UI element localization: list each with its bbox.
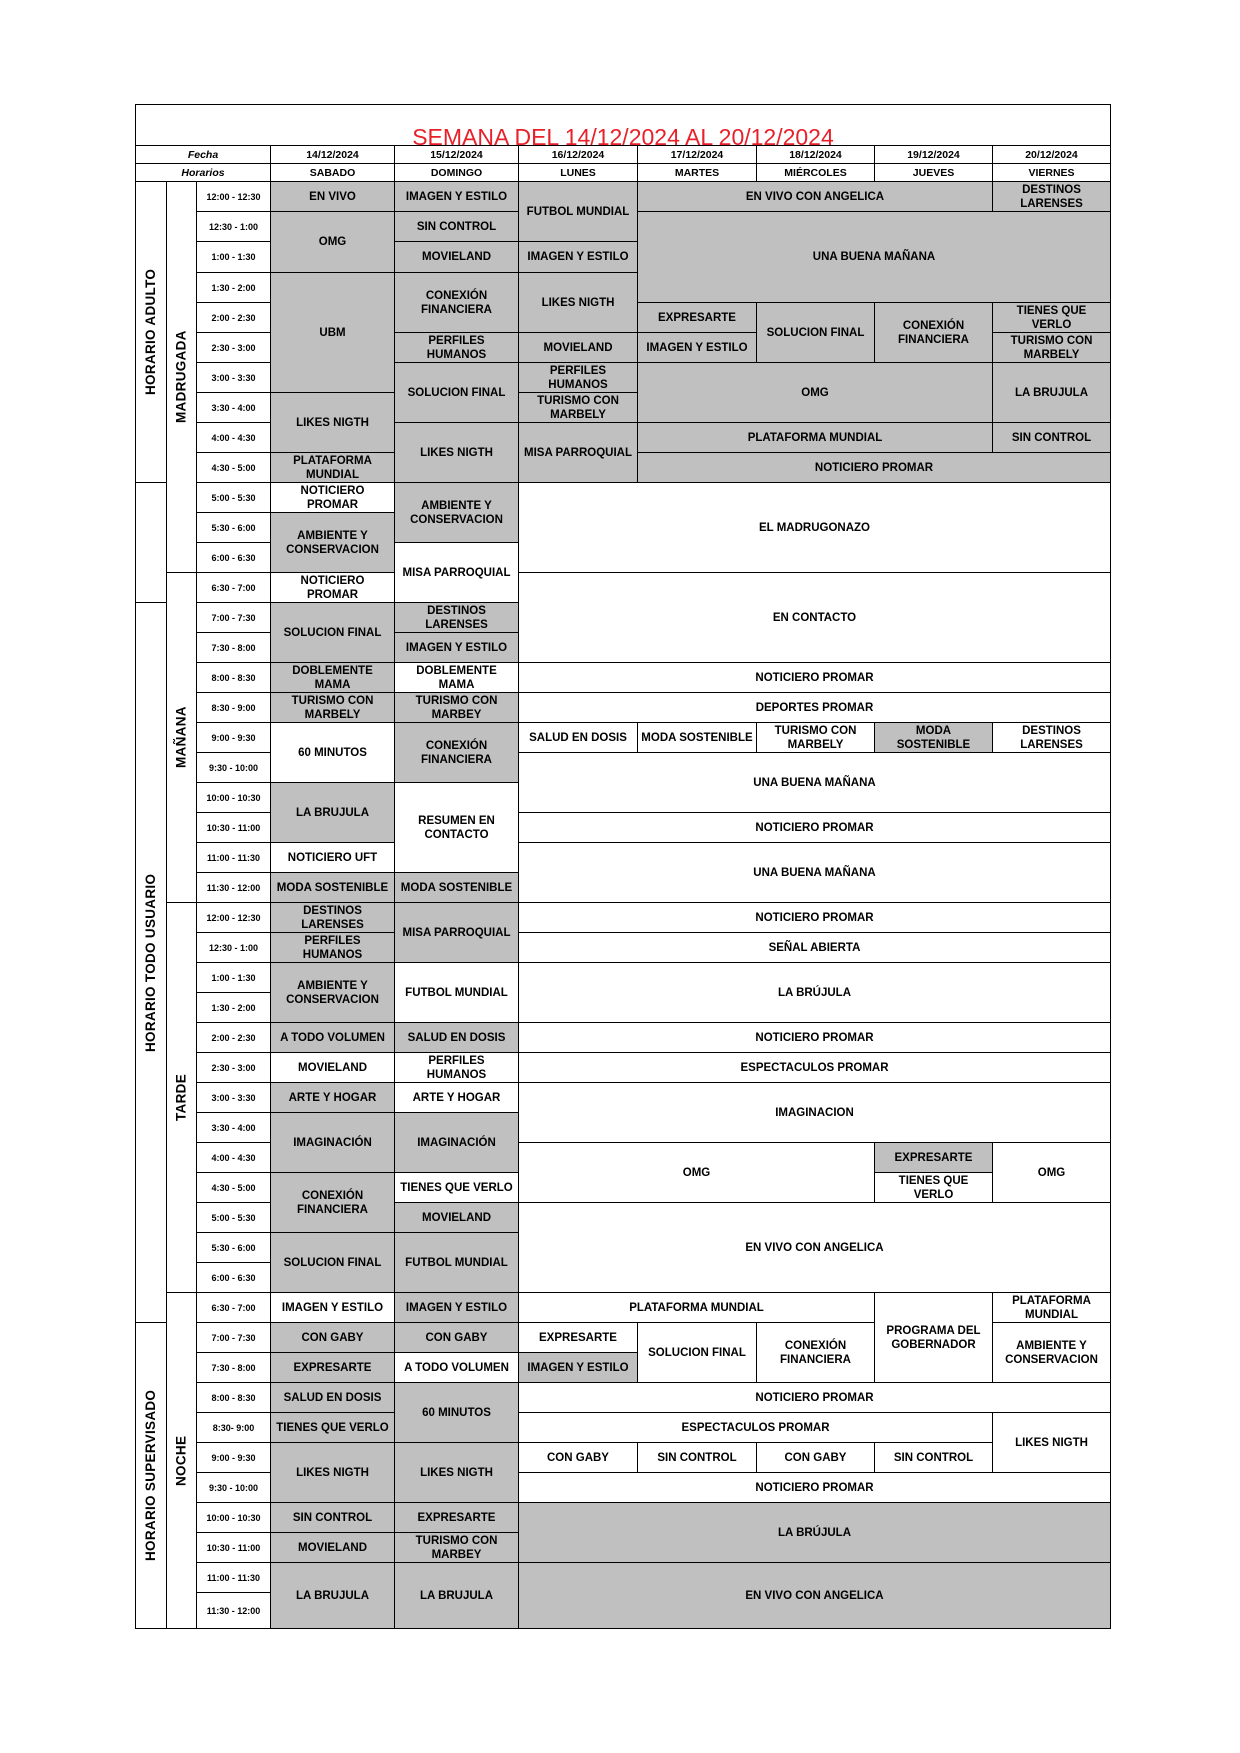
date-header: 19/12/2024 xyxy=(874,145,993,164)
time-slot: 5:30 - 6:00 xyxy=(196,1232,271,1263)
day-header: DOMINGO xyxy=(394,163,519,182)
program-cell: TURISMO CON MARBELY xyxy=(756,722,875,753)
program-cell: PLATAFORMA MUNDIAL xyxy=(518,1292,875,1323)
block-label-adulto: HORARIO ADULTO xyxy=(135,181,167,483)
program-cell: EN VIVO xyxy=(270,181,395,212)
time-slot: 11:00 - 11:30 xyxy=(196,842,271,873)
date-header: 14/12/2024 xyxy=(270,145,395,164)
program-cell: MODA SOSTENIBLE xyxy=(270,872,395,903)
date-header: 17/12/2024 xyxy=(637,145,757,164)
program-cell: LIKES NIGTH xyxy=(992,1412,1111,1473)
program-cell: CON GABY xyxy=(756,1442,875,1473)
program-cell: SIN CONTROL xyxy=(394,211,519,242)
day-header: SABADO xyxy=(270,163,395,182)
program-cell: A TODO VOLUMEN xyxy=(270,1022,395,1053)
program-cell: SOLUCION FINAL xyxy=(756,302,875,363)
time-slot: 1:00 - 1:30 xyxy=(196,241,271,273)
time-slot: 2:00 - 2:30 xyxy=(196,1022,271,1053)
block-label-supervisado: HORARIO SUPERVISADO xyxy=(135,1322,167,1629)
block-label-todo-usuario: HORARIO TODO USUARIO xyxy=(135,602,167,1323)
program-cell: ESPECTACULOS PROMAR xyxy=(518,1052,1111,1083)
program-cell: CONEXIÓN FINANCIERA xyxy=(394,272,519,333)
program-cell: AMBIENTE Y CONSERVACION xyxy=(394,482,519,543)
program-cell: TIENES QUE VERLO xyxy=(270,1412,395,1443)
program-cell: DESTINOS LARENSES xyxy=(394,602,519,633)
program-cell: ARTE Y HOGAR xyxy=(394,1082,519,1113)
program-cell: MOVIELAND xyxy=(394,241,519,273)
program-cell: PLATAFORMA MUNDIAL xyxy=(637,422,993,453)
program-cell: LA BRUJULA xyxy=(270,782,395,843)
program-cell: CONEXIÓN FINANCIERA xyxy=(756,1322,875,1383)
program-cell: TIENES QUE VERLO xyxy=(992,302,1111,333)
program-cell: FUTBOL MUNDIAL xyxy=(394,962,519,1023)
program-cell: CON GABY xyxy=(518,1442,638,1473)
program-cell: EXPRESARTE xyxy=(874,1142,993,1173)
date-header: 15/12/2024 xyxy=(394,145,519,164)
time-slot: 4:30 - 5:00 xyxy=(196,452,271,483)
program-cell: LA BRUJULA xyxy=(270,1562,395,1629)
program-cell: TURISMO CON MARBEY xyxy=(394,692,519,723)
time-slot: 6:00 - 6:30 xyxy=(196,542,271,573)
program-cell: MODA SOSTENIBLE xyxy=(874,722,993,753)
program-cell: OMG xyxy=(518,1142,875,1203)
day-header: JUEVES xyxy=(874,163,993,182)
program-cell: NOTICIERO UFT xyxy=(270,842,395,873)
program-cell: SIN CONTROL xyxy=(637,1442,757,1473)
time-slot: 9:30 - 10:00 xyxy=(196,752,271,783)
time-slot: 8:30- 9:00 xyxy=(196,1412,271,1443)
time-slot: 8:00 - 8:30 xyxy=(196,662,271,693)
program-cell: SOLUCION FINAL xyxy=(394,362,519,423)
program-cell: MODA SOSTENIBLE xyxy=(637,722,757,753)
program-cell: DESTINOS LARENSES xyxy=(270,902,395,933)
program-cell: IMAGINACION xyxy=(518,1082,1111,1143)
time-slot: 9:30 - 10:00 xyxy=(196,1472,271,1503)
program-cell: IMAGEN Y ESTILO xyxy=(518,1352,638,1383)
program-cell: CON GABY xyxy=(270,1322,395,1353)
program-cell: MISA PARROQUIAL xyxy=(394,542,519,603)
time-slot: 4:00 - 4:30 xyxy=(196,1142,271,1173)
time-slot: 5:00 - 5:30 xyxy=(196,1202,271,1233)
program-cell: IMAGEN Y ESTILO xyxy=(394,632,519,663)
program-cell: DESTINOS LARENSES xyxy=(992,181,1111,212)
program-cell: NOTICIERO PROMAR xyxy=(518,1022,1111,1053)
program-cell: DOBLEMENTE MAMA xyxy=(270,662,395,693)
program-cell: TURISMO CON MARBELY xyxy=(270,692,395,723)
fecha-label: Fecha xyxy=(135,145,271,164)
program-cell: UNA BUENA MAÑANA xyxy=(518,842,1111,903)
program-cell: LIKES NIGTH xyxy=(394,1442,519,1503)
program-cell: LA BRUJULA xyxy=(992,362,1111,423)
time-slot: 7:30 - 8:00 xyxy=(196,632,271,663)
time-slot: 8:00 - 8:30 xyxy=(196,1382,271,1413)
program-cell: RESUMEN EN CONTACTO xyxy=(394,782,519,873)
day-header: VIERNES xyxy=(992,163,1111,182)
time-slot: 4:00 - 4:30 xyxy=(196,422,271,453)
program-cell: AMBIENTE Y CONSERVACION xyxy=(270,962,395,1023)
page-title: SEMANA DEL 14/12/2024 AL 20/12/2024 xyxy=(135,104,1111,146)
time-slot: 3:30 - 4:00 xyxy=(196,1112,271,1143)
program-cell: IMAGEN Y ESTILO xyxy=(270,1292,395,1323)
day-header: MIÉRCOLES xyxy=(756,163,875,182)
day-header: LUNES xyxy=(518,163,638,182)
program-cell: SIN CONTROL xyxy=(270,1502,395,1533)
program-cell: SALUD EN DOSIS xyxy=(394,1022,519,1053)
time-slot: 1:00 - 1:30 xyxy=(196,962,271,993)
program-cell: ESPECTACULOS PROMAR xyxy=(518,1412,993,1443)
program-cell: IMAGEN Y ESTILO xyxy=(394,1292,519,1323)
program-cell: EN CONTACTO xyxy=(518,572,1111,663)
program-cell: TIENES QUE VERLO xyxy=(394,1172,519,1203)
date-header: 18/12/2024 xyxy=(756,145,875,164)
time-slot: 6:30 - 7:00 xyxy=(196,572,271,603)
time-slot: 11:30 - 12:00 xyxy=(196,872,271,903)
time-slot: 12:30 - 1:00 xyxy=(196,211,271,242)
program-cell: SALUD EN DOSIS xyxy=(518,722,638,753)
time-slot: 8:30 - 9:00 xyxy=(196,692,271,723)
program-cell: LIKES NIGTH xyxy=(394,422,519,483)
program-cell: MISA PARROQUIAL xyxy=(518,422,638,483)
program-cell: PLATAFORMA MUNDIAL xyxy=(992,1292,1111,1323)
time-slot: 7:30 - 8:00 xyxy=(196,1352,271,1383)
time-slot: 2:30 - 3:00 xyxy=(196,332,271,363)
program-cell: OMG xyxy=(270,211,395,273)
program-cell: DOBLEMENTE MAMA xyxy=(394,662,519,693)
program-cell: NOTICIERO PROMAR xyxy=(518,812,1111,843)
program-cell: DESTINOS LARENSES xyxy=(992,722,1111,753)
program-cell: TURISMO CON MARBELY xyxy=(992,332,1111,363)
program-cell: EL MADRUGONAZO xyxy=(518,482,1111,573)
program-cell: LA BRÚJULA xyxy=(518,1502,1111,1563)
program-cell: OMG xyxy=(992,1142,1111,1203)
program-cell: LIKES NIGTH xyxy=(270,392,395,453)
program-cell: SOLUCION FINAL xyxy=(270,1232,395,1293)
program-cell: SIN CONTROL xyxy=(992,422,1111,453)
program-cell: OMG xyxy=(637,362,993,423)
program-cell: SIN CONTROL xyxy=(874,1442,993,1473)
program-cell: LIKES NIGTH xyxy=(518,272,638,333)
program-cell: UBM xyxy=(270,272,395,393)
date-header: 16/12/2024 xyxy=(518,145,638,164)
program-cell: TURISMO CON MARBEY xyxy=(394,1532,519,1563)
time-slot: 2:30 - 3:00 xyxy=(196,1052,271,1083)
program-cell: IMAGEN Y ESTILO xyxy=(518,241,638,273)
program-cell: IMAGEN Y ESTILO xyxy=(394,181,519,212)
program-cell: NOTICIERO PROMAR xyxy=(270,572,395,603)
time-slot: 9:00 - 9:30 xyxy=(196,1442,271,1473)
program-cell: FUTBOL MUNDIAL xyxy=(518,181,638,242)
program-cell: PLATAFORMA MUNDIAL xyxy=(270,452,395,483)
time-slot: 6:30 - 7:00 xyxy=(196,1292,271,1323)
time-slot: 4:30 - 5:00 xyxy=(196,1172,271,1203)
program-cell: TIENES QUE VERLO xyxy=(874,1172,993,1203)
program-cell: ARTE Y HOGAR xyxy=(270,1082,395,1113)
time-slot: 12:30 - 1:00 xyxy=(196,932,271,963)
program-cell: NOTICIERO PROMAR xyxy=(637,452,1111,483)
time-slot: 3:00 - 3:30 xyxy=(196,362,271,393)
program-cell: PERFILES HUMANOS xyxy=(394,1052,519,1083)
program-cell: 60 MINUTOS xyxy=(394,1382,519,1443)
program-cell: CONEXIÓN FINANCIERA xyxy=(874,302,993,363)
program-cell: EN VIVO CON ANGELICA xyxy=(518,1562,1111,1629)
program-cell: NOTICIERO PROMAR xyxy=(518,902,1111,933)
program-cell: MOVIELAND xyxy=(270,1532,395,1563)
program-cell: MOVIELAND xyxy=(394,1202,519,1233)
program-cell: SOLUCION FINAL xyxy=(270,602,395,663)
program-cell: EXPRESARTE xyxy=(637,302,757,333)
program-cell: LA BRUJULA xyxy=(394,1562,519,1629)
program-cell: AMBIENTE Y CONSERVACION xyxy=(992,1322,1111,1383)
time-slot: 7:00 - 7:30 xyxy=(196,1322,271,1353)
period-label-tarde: TARDE xyxy=(166,902,197,1293)
period-label-manana: MAÑANA xyxy=(166,572,197,903)
program-cell: TURISMO CON MARBELY xyxy=(518,392,638,423)
period-label-noche: NOCHE xyxy=(166,1292,197,1629)
time-slot: 11:30 - 12:00 xyxy=(196,1592,271,1629)
program-cell: AMBIENTE Y CONSERVACION xyxy=(270,512,395,573)
time-slot: 1:30 - 2:00 xyxy=(196,272,271,303)
time-slot: 7:00 - 7:30 xyxy=(196,602,271,633)
time-slot: 10:30 - 11:00 xyxy=(196,812,271,843)
time-slot: 12:00 - 12:30 xyxy=(196,181,271,212)
program-cell: EN VIVO CON ANGELICA xyxy=(637,181,993,212)
program-cell: MODA SOSTENIBLE xyxy=(394,872,519,903)
program-cell: EN VIVO CON ANGELICA xyxy=(518,1202,1111,1293)
time-slot: 1:30 - 2:00 xyxy=(196,992,271,1023)
program-cell: SEÑAL ABIERTA xyxy=(518,932,1111,963)
program-cell: NOTICIERO PROMAR xyxy=(270,482,395,513)
time-slot: 10:30 - 11:00 xyxy=(196,1532,271,1563)
horarios-label: Horarios xyxy=(135,163,271,182)
time-slot: 10:00 - 10:30 xyxy=(196,1502,271,1533)
program-cell: MOVIELAND xyxy=(270,1052,395,1083)
day-header: MARTES xyxy=(637,163,757,182)
period-label-madrugada: MADRUGADA xyxy=(166,181,197,573)
program-cell: 60 MINUTOS xyxy=(270,722,395,783)
time-slot: 11:00 - 11:30 xyxy=(196,1562,271,1593)
program-cell: NOTICIERO PROMAR xyxy=(518,1382,1111,1413)
program-cell: CON GABY xyxy=(394,1322,519,1353)
program-cell: PERFILES HUMANOS xyxy=(270,932,395,963)
program-cell: EXPRESARTE xyxy=(518,1322,638,1353)
program-cell: MISA PARROQUIAL xyxy=(394,902,519,963)
program-cell: NOTICIERO PROMAR xyxy=(518,1472,1111,1503)
program-cell: LIKES NIGTH xyxy=(270,1442,395,1503)
program-cell: PERFILES HUMANOS xyxy=(518,362,638,393)
program-cell: IMAGINACIÓN xyxy=(394,1112,519,1173)
program-cell: UNA BUENA MAÑANA xyxy=(637,211,1111,303)
program-cell: DEPORTES PROMAR xyxy=(518,692,1111,723)
program-cell: SOLUCION FINAL xyxy=(637,1322,757,1383)
time-slot: 10:00 - 10:30 xyxy=(196,782,271,813)
program-cell: A TODO VOLUMEN xyxy=(394,1352,519,1383)
time-slot: 5:30 - 6:00 xyxy=(196,512,271,543)
program-cell: PERFILES HUMANOS xyxy=(394,332,519,363)
time-slot: 5:00 - 5:30 xyxy=(196,482,271,513)
program-cell: NOTICIERO PROMAR xyxy=(518,662,1111,693)
time-slot: 6:00 - 6:30 xyxy=(196,1262,271,1293)
program-cell: IMAGEN Y ESTILO xyxy=(637,332,757,363)
program-cell: PROGRAMA DEL GOBERNADOR xyxy=(874,1292,993,1383)
program-cell: FUTBOL MUNDIAL xyxy=(394,1232,519,1293)
program-cell: UNA BUENA MAÑANA xyxy=(518,752,1111,813)
program-cell: EXPRESARTE xyxy=(394,1502,519,1533)
program-cell: CONEXIÓN FINANCIERA xyxy=(394,722,519,783)
program-cell: MOVIELAND xyxy=(518,332,638,363)
program-cell: IMAGINACIÓN xyxy=(270,1112,395,1173)
program-cell: LA BRÚJULA xyxy=(518,962,1111,1023)
time-slot: 9:00 - 9:30 xyxy=(196,722,271,753)
time-slot: 12:00 - 12:30 xyxy=(196,902,271,933)
program-cell: EXPRESARTE xyxy=(270,1352,395,1383)
time-slot: 3:00 - 3:30 xyxy=(196,1082,271,1113)
date-header: 20/12/2024 xyxy=(992,145,1111,164)
block-spacer xyxy=(135,482,167,603)
time-slot: 3:30 - 4:00 xyxy=(196,392,271,423)
time-slot: 2:00 - 2:30 xyxy=(196,302,271,333)
program-cell: SALUD EN DOSIS xyxy=(270,1382,395,1413)
program-cell: CONEXIÓN FINANCIERA xyxy=(270,1172,395,1233)
